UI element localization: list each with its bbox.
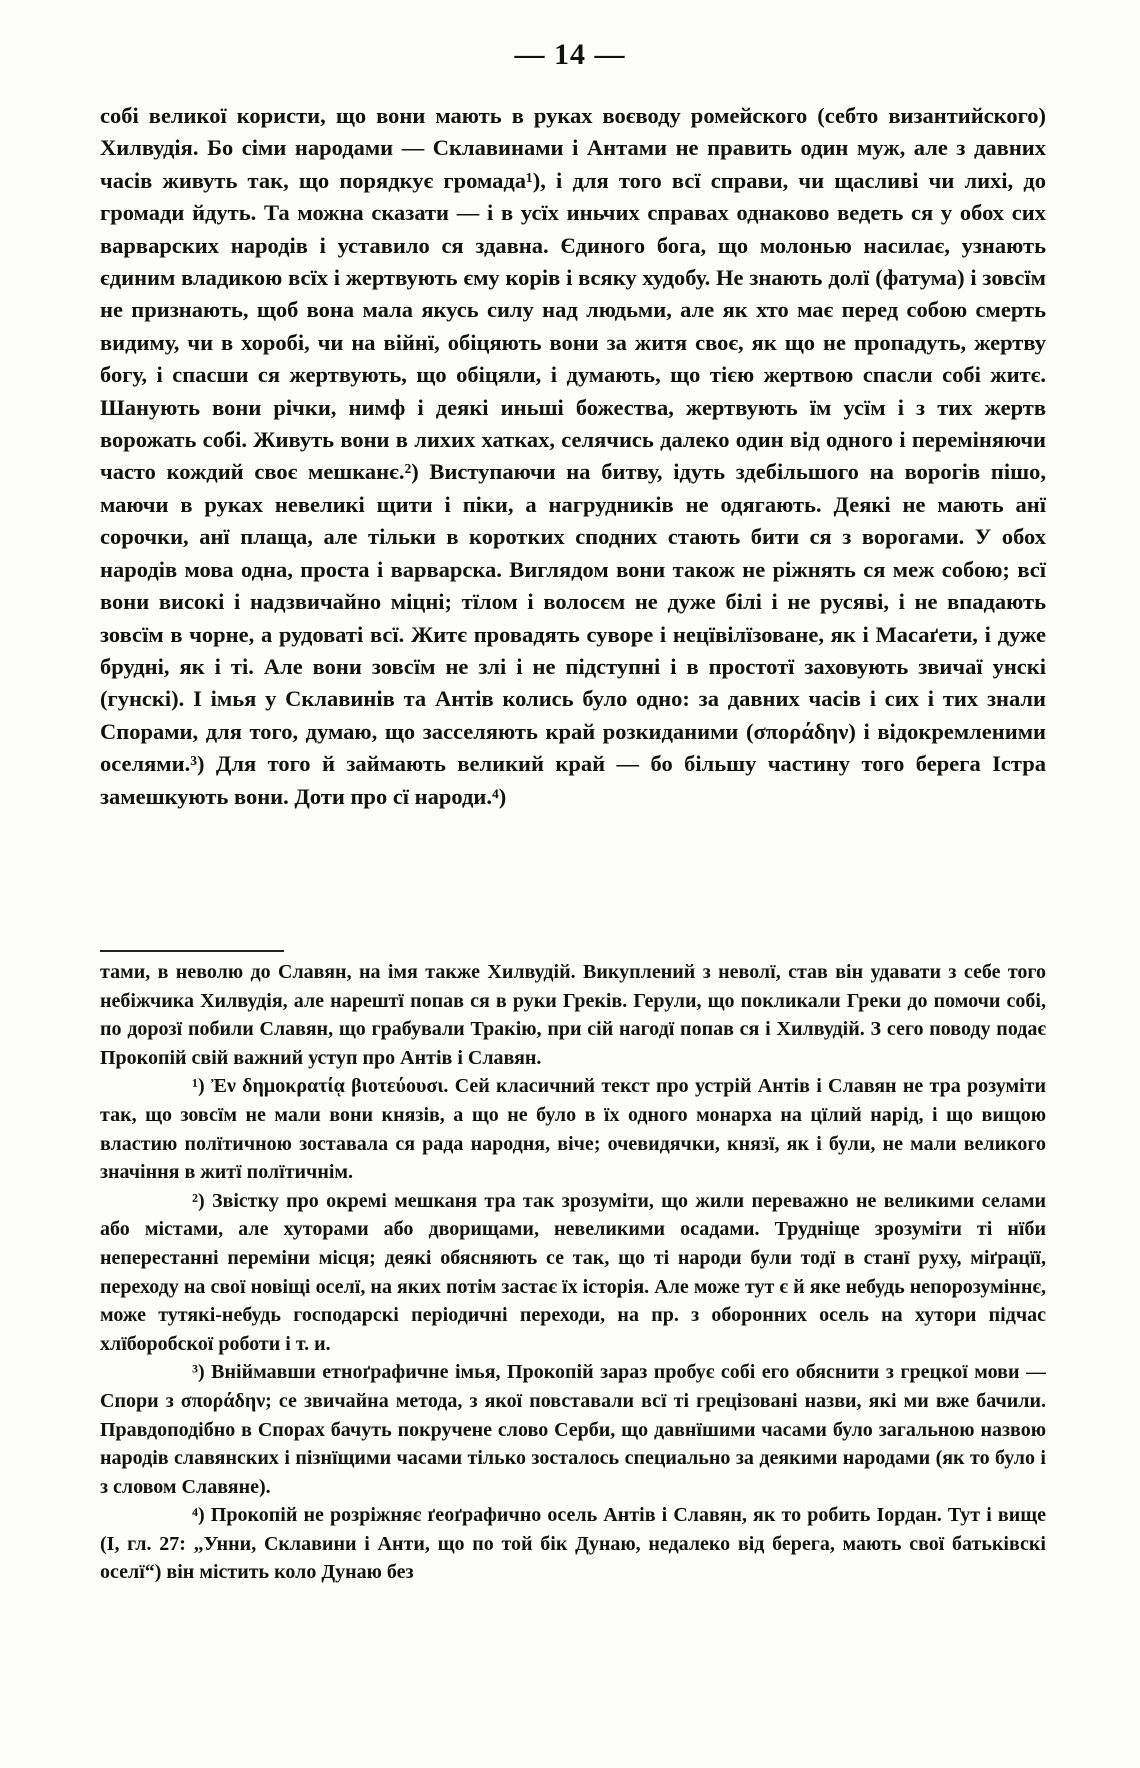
footnote-4: ⁴) Прокопій не розріжняє ґеоґрафично осель Антів і Славян, як то робить Іордан. Тут і вище (I, гл. 27: „Унни, Склавини і Анти, що по той бік Дунаю, недалеко від берега, мають свої батьківскі оселї“) він містить коло Дунаю без (100, 1504, 1046, 1584)
footnote-2: ²) Звістку про окремі мешканя тра так зрозуміти, що жили переважно не великими селами або містами, але хуторами або дворищами, невеликими осадами. Трудніще зрозуміти ті нїби неперестанні переміни місця; деякі обясняють се так, що ті народи були тодї в станї руху, міґрацїї, переходу на свої новіщі оселї, на яких потім застає їх історія. Але може тут є й яке небудь непорозуміннє, може тутякі-небудь господарскі періодичні переходи, на пр. з оборонних осель на хутори підчас хлїборобскої роботи і т. и. (100, 1189, 1046, 1355)
page-number: — 14 — (514, 38, 626, 71)
footnote-3: ³) Вніймавши етноґрафичне імья, Прокопій зараз пробує собі его обяснити з грецкої мови — Спори з σποράδην; се звичайна метода, з якої повставали всї ті грецізовані назви, які ми вже бачили. Правдоподібно в Спорах бачуть покручене слово Серби, що давнїшими часами було загальною назвою народів славянских і пізнїщими часами тілько зосталось специально за деякими народами (як то було і з словом Славяне). (100, 1361, 1046, 1498)
footnotes (100, 958, 1046, 1587)
main-text (100, 100, 1046, 813)
main-paragraph: собі великої користи, що вони мають в руках воєводу ромейского (себто византийского) Хилвудія. Бо сіми народами — Склавинами і Антами не править один муж, але з давних часів живуть так, що порядкує громада¹), і для того всї справи, чи щасливі чи лихі, до громади йдуть. Та можна сказати — і в усїх иньчих справах однаково ведеть ся у обох сих варварских народів і уставило ся здавна. Єдиного бога, що молонью насилає, узнають єдиним владикою всїх і жертвують єму корів і всяку худобу. Не знають долї (фатума) і зовсїм не признають, щоб вона мала якусь силу над людьми, але як хто має перед собою смерть видиму, чи в хоробі, чи на війнї, обіцяють вони за житя своє, як що не пропадуть, жертву богу, і спасши ся жертвують, що обіцяли, і думають, що тією жертвою спасли собі житє. Шанують вони річки, нимф і деякі иньші божества, жертвують їм усїм і з тих жертв ворожать собі. Живуть вони в лихих хатках, селячись далеко один від одного і переміняючи часто кождий своє мешканє.²) Виступаючи на битву, ідуть здебільшого на ворогів пішо, маючи в руках невеликі щити і піки, а нагрудників не одягають. Деякі не мають анї сорочки, анї плаща, але тільки в коротких сподних стають бити ся з ворогами. У обох народів мова одна, проста і варварска. Виглядом вони також не ріжнять ся меж собою; всї вони високі і надзвичайно міцні; тїлом і волосєм не дуже білі і не русяві, і не впадають зовсїм в чорне, а рудоваті всї. Житє провадять суворе і нецївілїзоване, як і Масаґети, і дуже брудні, як і ті. Але вони зовсїм не злі і не підступні і в простотї заховують звичаї унскі (гунскі). І імья у Склавинів та Антів колись було одно: за давних часів і сих і тих знали Спорами, для того, думаю, що засселяють край розкиданими (σποράδην) і відокремленими оселями.³) Для того й займають великий край — бо більшу частину того берега Істра замешкують вони. Доти про сї народи.⁴) (100, 103, 1046, 809)
footnote-1: ¹) Ἐν δημοκρατίᾳ βιοτεύουσι. Сей класичний текст про устрій Антів і Славян не тра розуміти так, що зовсїм не мали вони князів, а що не було в їх одного монарха на цїлий нарід, і що вищою властию полїтичною зоставала ся рада народня, віче; очевидячки, князї, як і були, не мали великого значіння в житї полїтичнім. (100, 1075, 1046, 1184)
footnote-separator (100, 950, 284, 952)
footnote-continuation: тами, в неволю до Славян, на імя также Хилвудій. Викуплений з неволї, став він удавати з себе того небіжчика Хилвудія, але нарештї попав ся в руки Греків. Герули, що покликали Греки до помочи собі, по дорозї побили Славян, що грабували Тракію, при сій нагодї попав ся і Хилвудій. З сего поводу подає Прокопій свій важний уступ про Антів і Славян. (100, 961, 1046, 1069)
